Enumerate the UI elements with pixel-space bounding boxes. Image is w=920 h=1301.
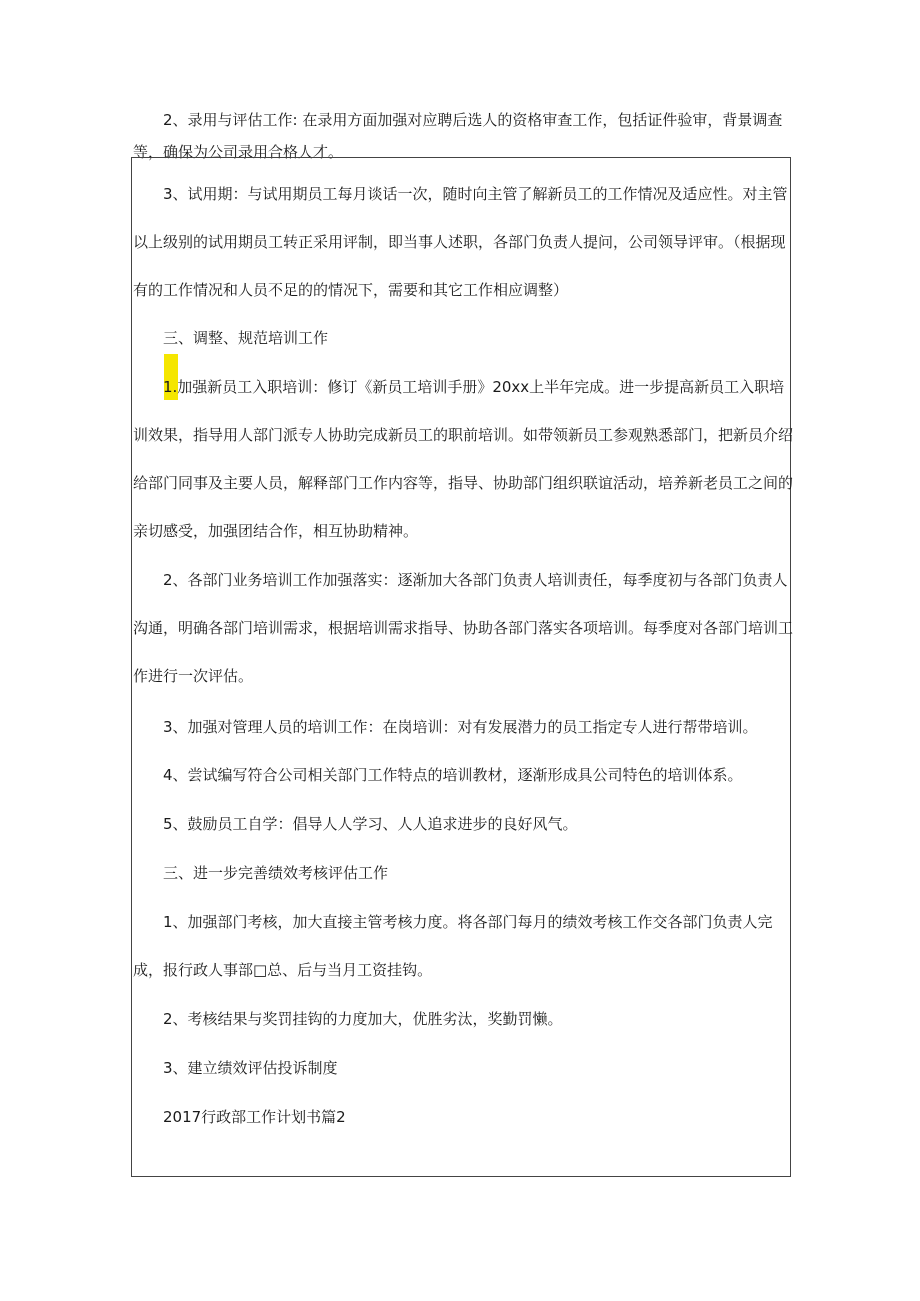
probation-paragraph: 3、试用期：与试用期员工每月谈话一次，随时向主管了解新员工的工作情况及适应性。对主管以上级别的试用期员工转正采用评制，即当事人述职，各部门负责人提问，公司领导评审。（根据现有的工作情况和人员不足的的情况下，需要和其它工作相应调整）: [133, 185, 788, 299]
training-item-2: 2、各部门业务培训工作加强落实：逐渐加大各部门负责人培训责任，每季度初与各部门负责人沟通，明确各部门培训需求，根据培训需求指导、协助各部门落实各项培训。每季度对各部门培训工作进行一次评估。: [133, 571, 794, 685]
training-item-3: 3、加强对管理人员的培训工作：在岗培训：对有发展潜力的员工指定专人进行帮带培训。: [163, 718, 758, 736]
performance-item-1: 1、加强部门考核，加大直接主管考核力度。将各部门每月的绩效考核工作交各部门负责人完成，报行政人事部□总、后与当月工资挂钩。: [133, 913, 773, 979]
performance-item-3: 3、建立绩效评估投诉制度: [163, 1059, 338, 1077]
training-item-1: 1.加强新员工入职培训：修订《新员工培训手册》20xx上半年完成。进一步提高新员工入职培训效果，指导用人部门派专人协助完成新员工的职前培训。如带领新员工参观熟悉部门，把新员介绍给部门同事及主要人员，解释部门工作内容等，指导、协助部门组织联谊活动，培养新老员工之间的亲切感受，加强团结合作，相互协助精神。: [133, 378, 794, 540]
training-item-5: 5、鼓励员工自学：倡导人人学习、人人追求进步的良好风气。: [163, 815, 578, 833]
next-section-title: 2017行政部工作计划书篇2: [163, 1108, 346, 1126]
performance-item-2: 2、考核结果与奖罚挂钩的力度加大，优胜劣汰，奖勤罚懒。: [163, 1010, 563, 1028]
performance-heading: 三、进一步完善绩效考核评估工作: [163, 864, 389, 882]
recruitment-paragraph: 2、录用与评估工作: 在录用方面加强对应聘后选人的资格审查工作，包括证件验审，背景调查等，确保为公司录用合格人才。: [133, 111, 783, 161]
training-item-4: 4、尝试编写符合公司相关部门工作特点的培训教材，逐渐形成具公司特色的培训体系。: [163, 766, 743, 784]
training-heading: 三、调整、规范培训工作: [163, 329, 329, 347]
